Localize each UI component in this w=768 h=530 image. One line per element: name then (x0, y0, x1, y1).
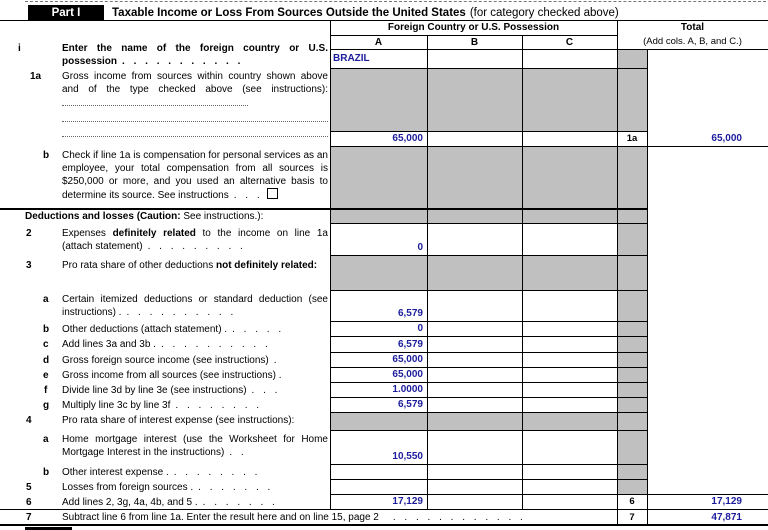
field-4b-col-b[interactable] (427, 464, 522, 479)
shaded-cell (330, 210, 617, 223)
grid-line (330, 49, 768, 50)
line-4a-text: Home mortgage interest (use the Worksheet for Home Mortgage Interest in the instructions) (62, 434, 328, 458)
line-1b-checkbox[interactable] (267, 188, 278, 199)
value-3e-a: 65,000 (392, 369, 423, 380)
field-5-col-b[interactable] (427, 479, 522, 494)
dot-leader: . . . . . . . . . . . . (392, 512, 523, 523)
line-1a-description (62, 70, 328, 110)
line-3b-number: b (43, 324, 50, 335)
field-4a-col-c[interactable] (522, 430, 617, 464)
grid-line (330, 35, 617, 36)
line-3a-number: a (43, 294, 49, 305)
dot-leader: . . . (233, 190, 260, 201)
line-2-description (62, 227, 328, 253)
line-3f-number: f (44, 385, 48, 396)
deductions-header-rest: See instructions.): (180, 211, 264, 222)
line-1b-text: Check if line 1a is compensation for personal services as an employee, your total compensation from all sources is $250,000 or more, and you used an alternative basis to determine its source. See instructions (62, 150, 328, 201)
dot-leader: . . . . . . . (198, 482, 271, 493)
line-4b-description (62, 466, 328, 479)
grid-line (330, 382, 647, 383)
total-header-sub: (Add cols. A, B, and C.) (643, 35, 742, 47)
line-4a-number: a (43, 434, 49, 445)
line-1a-text: Gross income from sources within country shown above and of the type checked above (see instructions): (62, 71, 328, 95)
line-3c-text: Add lines 3a and 3b . (62, 339, 156, 350)
line-3b-text: Other deductions (attach statement) . (62, 324, 228, 335)
foreign-country-header: Foreign Country or U.S. Possession (387, 22, 560, 33)
line-6-number: 6 (26, 497, 32, 508)
field-3a-col-b[interactable] (427, 290, 522, 321)
grid-line (330, 479, 647, 480)
field-3d-col-a[interactable] (330, 352, 427, 367)
line-3d-number: d (43, 355, 50, 366)
line-5-description (62, 481, 328, 494)
value-6-a: 17,129 (392, 496, 423, 507)
line-6-description (62, 496, 328, 509)
field-2-col-b[interactable] (427, 223, 522, 255)
line-3-text: Pro rata share of other deductions (62, 260, 216, 271)
field-2-col-c[interactable] (522, 223, 617, 255)
field-2-col-a[interactable] (330, 223, 427, 255)
field-3b-col-b[interactable] (427, 321, 522, 336)
line-7-label-cell: 7 (617, 509, 647, 525)
line-3d-description (62, 354, 328, 367)
shaded-cell (617, 49, 647, 131)
line-3g-description (62, 399, 328, 412)
line-4b-text: Other interest expense . (62, 467, 169, 478)
line-6-label-cell: 6 (617, 494, 647, 509)
dot-leader: . . . . . . . . . . (160, 339, 268, 350)
line-3f-text: Divide line 3d by line 3e (see instructions) (62, 385, 247, 396)
line-2-bold: definitely related (112, 228, 196, 239)
line-3a-text: Certain itemized deductions or standard deduction (see instructions) . (62, 294, 328, 318)
part-label-chip (28, 5, 104, 20)
field-6-col-c[interactable] (522, 494, 617, 509)
line-4-text: Pro rata share of interest expense (see instructions): (62, 415, 295, 426)
line-2-post: to the income on line 1a (attach statement) (62, 228, 328, 252)
line-i-text: Enter the name of the foreign country or U.S. possession (62, 43, 328, 67)
line-4b-number: b (43, 467, 50, 478)
dot-leader: . . . . . . . . (175, 400, 260, 411)
total-6[interactable] (647, 494, 768, 509)
total-header: Total (680, 22, 705, 33)
field-3g-col-a[interactable] (330, 397, 427, 412)
line-3-bold: not definitely related: (215, 260, 318, 271)
field-6-col-b[interactable] (427, 494, 522, 509)
dot-leader: . . . . . . . (202, 497, 275, 508)
line-4a-description (62, 433, 328, 459)
line-3e-text: Gross income from all sources (see instructions) . (62, 370, 282, 381)
dot-leader: . (273, 355, 277, 366)
shaded-cell (330, 146, 617, 208)
grid-line (330, 131, 647, 132)
line-1b-number: b (43, 150, 50, 161)
value-3b-a: 0 (417, 323, 423, 334)
line-3a-description (62, 293, 328, 319)
value-1a-a: 65,000 (392, 133, 423, 144)
column-a-header: A (374, 36, 383, 48)
part-bottom-rule (0, 524, 768, 526)
line-3e-number: e (43, 370, 49, 381)
grid-line (330, 223, 647, 224)
deductions-section-header (25, 210, 345, 223)
field-4b-col-c[interactable] (522, 464, 617, 479)
grid-line (330, 68, 647, 69)
field-3a-col-c[interactable] (522, 290, 617, 321)
line-6-text: Add lines 2, 3g, 4a, 4b, and 5 . (62, 497, 198, 508)
part-title (112, 5, 619, 20)
total-6-value: 17,129 (711, 496, 742, 507)
grid-line (330, 352, 647, 353)
field-3c-col-c[interactable] (522, 336, 617, 352)
grid-line (522, 35, 523, 509)
part-title-suffix: (for category checked above) (469, 6, 619, 19)
field-i-country-c[interactable] (522, 49, 617, 68)
line-7-text: Subtract line 6 from line 1a. Enter the result here and on line 15, page 2 (62, 512, 379, 523)
country-a-value: BRAZIL (333, 53, 370, 64)
field-3f-col-c[interactable] (522, 382, 617, 397)
line-3g-text: Multiply line 3c by line 3f (62, 400, 171, 411)
dot-leader: . . (229, 447, 244, 458)
field-1a-col-a[interactable] (330, 131, 427, 146)
field-4b-col-a[interactable] (330, 464, 427, 479)
line-3c-description (62, 338, 328, 351)
field-3f-col-a[interactable] (330, 382, 427, 397)
grid-line (647, 49, 648, 525)
grid-line (330, 290, 647, 291)
field-4a-col-b[interactable] (427, 430, 522, 464)
dot-leader: . . . (251, 385, 278, 396)
value-3g-a: 6,579 (397, 399, 423, 410)
field-6-col-a[interactable] (330, 494, 427, 509)
line-4-number: 4 (26, 415, 32, 426)
grid-line (330, 336, 647, 337)
value-3c-a: 6,579 (397, 339, 423, 350)
total-1a[interactable] (647, 49, 768, 146)
field-3e-col-a[interactable] (330, 367, 427, 382)
line-i-number: i (18, 43, 21, 54)
grid-line (330, 20, 331, 509)
dot-leader: . . . . . . . . . . (126, 307, 234, 318)
write-in-line[interactable] (62, 136, 328, 137)
line-7-number: 7 (26, 512, 32, 523)
value-3d-a: 65,000 (392, 354, 423, 365)
field-3g-col-c[interactable] (522, 397, 617, 412)
line-7-description (62, 511, 614, 524)
dot-leader: . . . . . (232, 324, 282, 335)
line-1a-number: 1a (30, 71, 42, 82)
field-3c-col-b[interactable] (427, 336, 522, 352)
value-3a-a: 6,579 (397, 308, 423, 319)
field-3e-col-b[interactable] (427, 367, 522, 382)
line-3d-text: Gross foreign source income (see instructions) (62, 355, 269, 366)
line-3g-number: g (43, 400, 50, 411)
shaded-cell (330, 255, 617, 290)
line-5-number: 5 (26, 482, 32, 493)
grid-line (330, 255, 647, 256)
field-3f-col-b[interactable] (427, 382, 522, 397)
field-5-col-a[interactable] (330, 479, 427, 494)
dot-leader: . . . . . . . . . . . (122, 56, 241, 67)
shaded-cell (617, 146, 647, 494)
field-3b-col-c[interactable] (522, 321, 617, 336)
write-in-line[interactable] (62, 96, 248, 106)
deductions-header-bold: Deductions and losses (Caution: (25, 211, 181, 222)
value-3f-a: 1.0000 (392, 384, 423, 395)
part-label: Part I (51, 6, 81, 19)
write-in-line[interactable] (62, 121, 328, 122)
field-1a-col-c[interactable] (522, 131, 617, 146)
line-3c-number: c (43, 339, 49, 350)
field-4a-col-a[interactable] (330, 430, 427, 464)
value-2-a: 0 (417, 242, 423, 253)
dot-leader: . . . . . . . . . (147, 241, 243, 252)
total-7-value: 47,871 (711, 512, 742, 523)
line-2-text: Expenses (62, 228, 113, 239)
column-c-header: C (565, 36, 574, 48)
line-1a-label-cell: 1a (617, 131, 647, 146)
section-divider-line (0, 208, 647, 210)
field-i-country-a[interactable] (330, 49, 427, 68)
grid-line (330, 464, 647, 465)
line-3e-description (62, 369, 328, 382)
line-3-number: 3 (26, 260, 32, 271)
top-cutoff-remnant (25, 1, 766, 2)
value-4a-a: 10,550 (392, 451, 423, 462)
shaded-cell (330, 68, 617, 131)
field-3d-col-b[interactable] (427, 352, 522, 367)
line-i-description (62, 42, 328, 68)
field-3g-col-b[interactable] (427, 397, 522, 412)
column-b-header: B (470, 36, 479, 48)
line-1b-description (62, 149, 328, 202)
field-3b-col-a[interactable] (330, 321, 427, 336)
total-7[interactable] (647, 509, 768, 525)
grid-line (427, 35, 428, 509)
grid-line (330, 321, 647, 322)
line-4-description (62, 414, 342, 427)
shaded-cell (330, 412, 617, 430)
line-5-text: Losses from foreign sources . (62, 482, 194, 493)
line-3-description (62, 259, 328, 272)
grid-line (330, 146, 768, 147)
line-2-number: 2 (26, 228, 32, 239)
field-3d-col-c[interactable] (522, 352, 617, 367)
field-i-country-b[interactable] (427, 49, 522, 68)
grid-line (330, 397, 647, 398)
grid-line (330, 494, 768, 495)
grid-line (0, 509, 768, 510)
field-1a-col-b[interactable] (427, 131, 522, 146)
field-3a-col-a[interactable] (330, 290, 427, 321)
grid-line (330, 430, 647, 431)
line-3b-description (62, 323, 328, 336)
grid-line (330, 367, 647, 368)
field-3e-col-c[interactable] (522, 367, 617, 382)
field-3c-col-a[interactable] (330, 336, 427, 352)
part-title-text: Taxable Income or Loss From Sources Outside the United States (112, 6, 466, 19)
grid-line (330, 412, 647, 413)
grid-line (617, 20, 618, 525)
total-1a-value: 65,000 (711, 133, 742, 144)
line-3f-description (62, 384, 328, 397)
dot-leader: . . . . . . . . (173, 467, 258, 478)
field-5-col-c[interactable] (522, 479, 617, 494)
